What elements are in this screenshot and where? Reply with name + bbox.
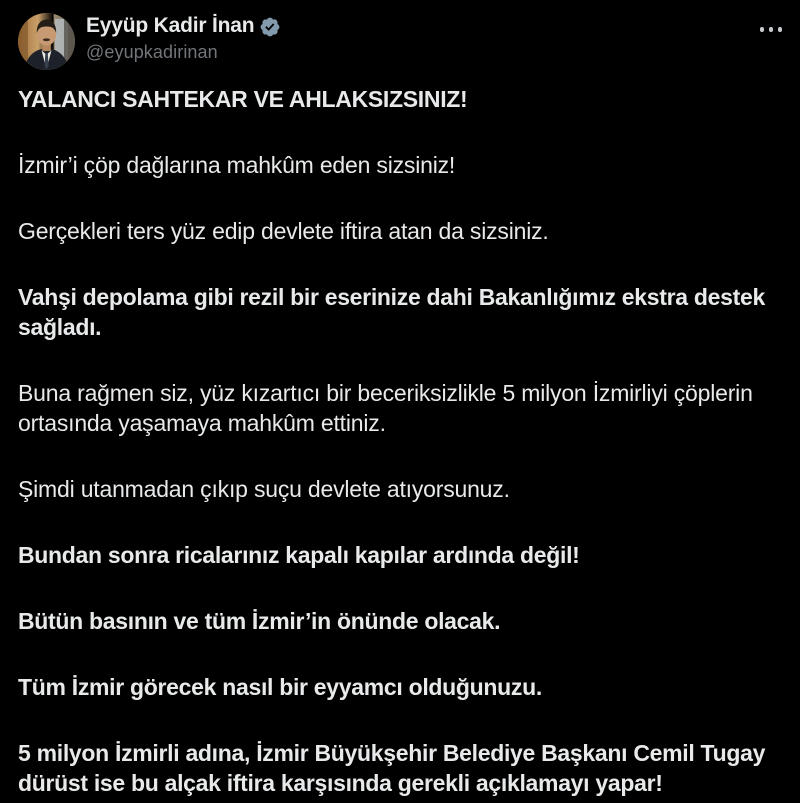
tweet-paragraph: Şimdi utanmadan çıkıp suçu devlete atıyorsunuz.	[18, 476, 510, 502]
tweet-paragraph: Bütün basının ve tüm İzmir’in önünde olacak.	[18, 608, 501, 634]
tweet-text	[18, 84, 784, 798]
tweet-paragraph: YALANCI SAHTEKAR VE AHLAKSIZSINIZ!	[18, 86, 468, 112]
tweet-paragraph: 5 milyon İzmirli adına, İzmir Büyükşehir Belediye Başkanı Cemil Tugay dürüst ise bu alçak iftira karşısında gerekli açıklamayı yapar!	[18, 740, 766, 796]
tweet-paragraph: Gerçekleri ters yüz edip devlete iftira atan da sizsiniz.	[18, 218, 549, 244]
avatar[interactable]	[18, 13, 75, 70]
more-options-icon[interactable]	[758, 21, 785, 38]
avatar-photo	[18, 13, 75, 70]
tweet-header	[18, 13, 784, 71]
tweet-paragraph: İzmir’i çöp dağlarına mahkûm eden sizsiniz!	[18, 152, 456, 178]
tweet-paragraph: Vahşi depolama gibi rezil bir eserinize dahi Bakanlığımız ekstra destek sağladı.	[18, 284, 765, 340]
tweet-paragraph: Tüm İzmir görecek nasıl bir eyyamcı olduğunuzu.	[18, 674, 542, 700]
author-name[interactable]: Eyyüp Kadir İnan	[86, 14, 255, 37]
author-handle[interactable]: @eyupkadirinan	[86, 42, 218, 62]
tweet-paragraph: Buna rağmen siz, yüz kızartıcı bir beceriksizlikle 5 milyon İzmirliyi çöplerin ortasında yaşamaya mahkûm ettiniz.	[18, 380, 753, 436]
verified-badge-icon	[259, 16, 281, 38]
author-identity	[86, 13, 281, 63]
tweet-paragraph: Bundan sonra ricalarınız kapalı kapılar ardında değil!	[18, 542, 580, 568]
